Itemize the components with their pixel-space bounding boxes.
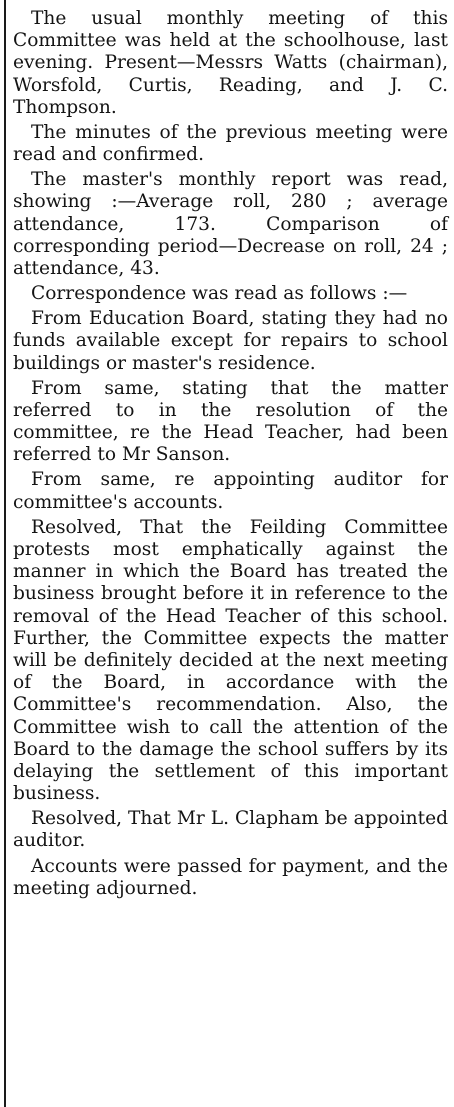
paragraph-resolution-protest: Resolved, That the Feilding Committee protests most emphatically against the manner in which the Board has treated the business brought before it in reference to the removal of the Head Teacher of this school. Further, the Committee expects the matter will be definitely decided at the next meeting of the Board, in accordance with the Committee's recommendation. Also, the Committee wish to call the attention of the Board to the damage the school suffers by its delaying the settlement of this important business. bbox=[13, 516, 448, 805]
paragraph-correspondence: Correspondence was read as follows :— bbox=[31, 283, 408, 305]
paragraph-meeting-held: The usual monthly meeting of this Committee was held at the schoolhouse, last evening. Present—Messrs Watts (chairman), Worsfold, Curtis, Reading, and J. C. Thompson. bbox=[13, 8, 448, 118]
paragraph-minutes: The minutes of the previous meeting were read and confirmed. bbox=[13, 121, 448, 166]
paragraph-master-report: The master's monthly report was read, showing :—Average roll, 280 ; average attendance, 173. Comparison of corresponding period—Decrease on roll, 24 ; attendance, 43. bbox=[13, 169, 448, 280]
paragraph-auditor-appointment: From same, re appointing auditor for committee's accounts. bbox=[13, 469, 448, 513]
paragraph-accounts-adjourned: Accounts were passed for payment, and the meeting adjourned. bbox=[13, 855, 448, 899]
paragraph-resolution-auditor: Resolved, That Mr L. Clapham be appointed auditor. bbox=[13, 808, 448, 852]
paragraph-education-board-funds: From Education Board, stating they had no funds available except for repairs to school buildings or master's residence. bbox=[13, 308, 448, 374]
paragraph-head-teacher-referral: From same, stating that the matter referred to in the resolution of the committee, re the Head Teacher, had been referred to Mr Sanson. bbox=[13, 377, 448, 466]
